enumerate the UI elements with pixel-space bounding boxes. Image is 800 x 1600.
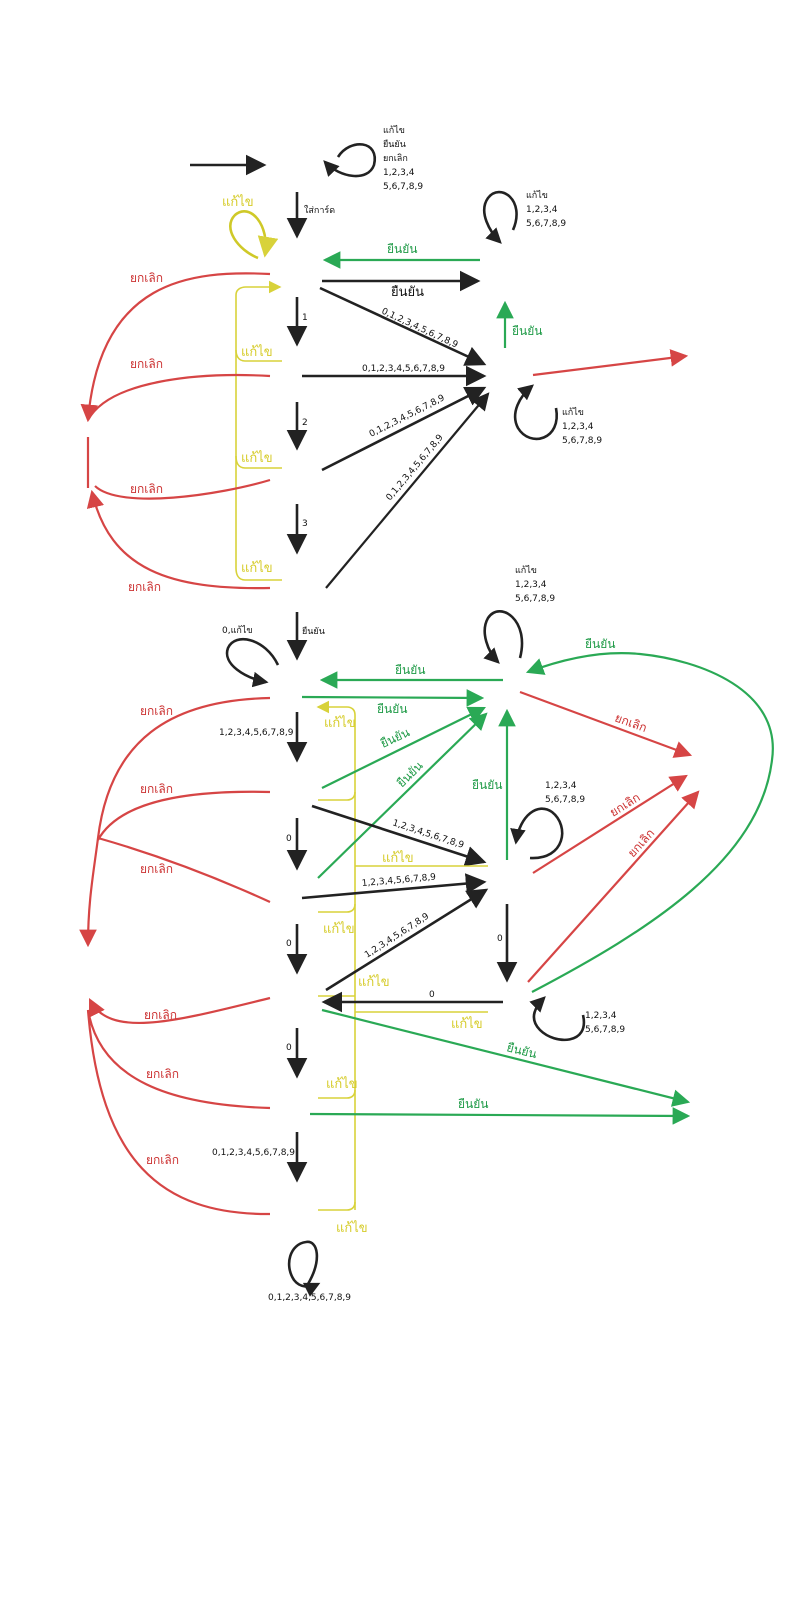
- edit-lower-5-label: แก้ไข: [451, 1017, 483, 1032]
- cancel-edge-3: [95, 480, 270, 499]
- cancel-l4-edge: [90, 998, 270, 1023]
- edit-1-label: แก้ไข: [241, 345, 273, 360]
- confirm-green-up-label: ยืนยัน: [512, 324, 543, 338]
- top-loop-label-3: ยกเลิก: [383, 154, 408, 164]
- top-loop-label-5: 5,6,7,8,9: [383, 182, 424, 192]
- confirm-black-top-label: ยืนยัน: [391, 285, 425, 300]
- edit-2-label: แก้ไข: [241, 451, 273, 466]
- loop-lower-right-label-2: 5,6,7,8,9: [585, 1025, 626, 1035]
- cancel-4-label: ยกเลิก: [128, 580, 162, 594]
- cancel-l3-edge: [98, 838, 270, 902]
- edit-lower-3-label: แก้ไข: [323, 922, 355, 937]
- loop-lower-right: [534, 998, 584, 1040]
- confirm-green-bottom-arrow: [310, 1114, 688, 1116]
- bottom-loop-label: 0,1,2,3,4,5,6,7,8,9: [268, 1293, 352, 1303]
- yellow-edit-lower-b3: [318, 904, 355, 912]
- insert-card-label: ใส่การ์ด: [304, 206, 336, 216]
- cancel-1-label: ยกเลิก: [130, 271, 164, 285]
- digit-2-label: 2: [302, 418, 308, 428]
- digit-3-label: 3: [302, 519, 308, 529]
- mid-right-loop-label-1: แก้ไข: [562, 408, 584, 418]
- confirm-down-label: ยืนยัน: [302, 627, 325, 637]
- yellow-edit-loop: [230, 211, 265, 258]
- top-loop-label-4: 1,2,3,4: [383, 168, 415, 178]
- digits-1to9-d-arrow: [326, 890, 486, 990]
- cancel-3-label: ยกเลิก: [130, 482, 164, 496]
- zero-d-label: 0: [429, 990, 435, 1000]
- edit-lower-1-label: แก้ไข: [324, 716, 356, 731]
- digits-1to9-a-label: 1,2,3,4,5,6,7,8,9: [219, 728, 294, 738]
- digits-0to9-e-label: 0,1,2,3,4,5,6,7,8,9: [212, 1148, 296, 1158]
- zero-a-label: 0: [286, 834, 292, 844]
- yellow-edit-top-label: แก้ไข: [222, 195, 254, 210]
- zero-b-label: 0: [497, 934, 503, 944]
- cancel-right-1-arrow: [520, 692, 690, 755]
- cancel-right-3-label: ยกเลิก: [624, 826, 658, 861]
- cancel-l3-label: ยกเลิก: [140, 862, 174, 876]
- cancel-right-1-label: ยกเลิก: [612, 710, 649, 736]
- cancel-right-3-arrow: [528, 792, 698, 982]
- diag-1-label: 0,1,2,3,4,5,6,7,8,9: [379, 306, 460, 351]
- lower-top-loop-label-2: 1,2,3,4: [515, 580, 547, 590]
- edit-lower-2-label: แก้ไข: [382, 851, 414, 866]
- lower-top-loop-label-1: แก้ไข: [515, 566, 537, 576]
- loop-lower-right-label-1: 1,2,3,4: [585, 1011, 617, 1021]
- confirm-green-bottom-label: ยืนยัน: [458, 1097, 489, 1111]
- zero-e-label: 0: [286, 1043, 292, 1053]
- digits-1to9-b-label: 1,2,3,4,5,6,7,8,9: [391, 818, 465, 851]
- lower-top-loop-label-3: 5,6,7,8,9: [515, 594, 556, 604]
- mid-loop-2: [516, 809, 562, 858]
- edit-lower-6-label: แก้ไข: [326, 1077, 358, 1092]
- yellow-edit-lower-b1: [318, 792, 355, 800]
- mid-right-loop: [515, 386, 557, 439]
- edit-lower-4-label: แก้ไข: [358, 975, 390, 990]
- red-exit-right: [533, 356, 686, 375]
- confirm-green-left-label: ยืนยัน: [395, 663, 426, 677]
- diag-4-arrow: [326, 394, 488, 588]
- top-right-loop-label-1: แก้ไข: [526, 191, 548, 201]
- top-self-loop: [325, 144, 375, 176]
- cancel-l5-edge: [88, 1010, 270, 1108]
- confirm-diag-2-label: ยืนยัน: [394, 758, 426, 791]
- mid-right-loop-label-3: 5,6,7,8,9: [562, 436, 603, 446]
- cancel-l4-label: ยกเลิก: [144, 1008, 178, 1022]
- bottom-loop: [289, 1242, 318, 1287]
- digits-1to9-c-label: 1,2,3,4,5,6,7,8,9: [361, 872, 437, 889]
- cancel-right-2-label: ยกเลิก: [607, 790, 643, 820]
- mid-right-loop-label-2: 1,2,3,4: [562, 422, 594, 432]
- digits-1to9-d-label: 1,2,3,4,5,6,7,8,9: [363, 911, 432, 961]
- lower-zero-loop-label: 0,แก้ไข: [222, 626, 253, 636]
- confirm-green-top-label: ยืนยัน: [387, 242, 418, 256]
- diag-2-label: 0,1,2,3,4,5,6,7,8,9: [362, 364, 446, 374]
- yellow-edit-lower-spine: [318, 707, 355, 1210]
- top-right-loop: [484, 192, 516, 242]
- edit-3-label: แก้ไข: [241, 561, 273, 576]
- zero-c-label: 0: [286, 939, 292, 949]
- top-right-loop-label-3: 5,6,7,8,9: [526, 219, 567, 229]
- yellow-edit-lower-b7: [318, 1202, 355, 1210]
- confirm-diag-1-label: ยืนยัน: [378, 725, 412, 751]
- cancel-l1-label: ยกเลิก: [140, 704, 174, 718]
- confirm-green-long-arrow: [322, 1010, 688, 1102]
- cancel-edge-2: [88, 375, 270, 420]
- top-right-loop-label-2: 1,2,3,4: [526, 205, 558, 215]
- confirm-green-long-label: ยืนยัน: [505, 1040, 539, 1062]
- diag-3-label: 0,1,2,3,4,5,6,7,8,9: [367, 393, 447, 440]
- mid-loop-2-label-1: 1,2,3,4: [545, 781, 577, 791]
- confirm-green-right-label: ยืนยัน: [377, 702, 408, 716]
- diag-4-label: 0,1,2,3,4,5,6,7,8,9: [384, 432, 446, 503]
- top-loop-label-2: ยืนยัน: [383, 140, 406, 150]
- confirm-up-2-label: ยืนยัน: [472, 778, 503, 792]
- cancel-l6-edge: [88, 1010, 270, 1214]
- cancel-l6-label: ยกเลิก: [146, 1153, 180, 1167]
- confirm-green-right-arrow: [302, 697, 482, 698]
- confirm-green-far-label: ยืนยัน: [585, 637, 616, 651]
- cancel-l2-label: ยกเลิก: [140, 782, 174, 796]
- digit-1-label: 1: [302, 313, 308, 323]
- lower-top-loop: [485, 611, 522, 662]
- lower-zero-loop: [227, 639, 278, 682]
- mid-loop-2-label-2: 5,6,7,8,9: [545, 795, 586, 805]
- cancel-2-label: ยกเลิก: [130, 357, 164, 371]
- cancel-l2-edge: [98, 792, 270, 840]
- edit-lower-7-label: แก้ไข: [336, 1221, 368, 1236]
- top-loop-label-1: แก้ไข: [383, 126, 405, 136]
- cancel-l5-label: ยกเลิก: [146, 1067, 180, 1081]
